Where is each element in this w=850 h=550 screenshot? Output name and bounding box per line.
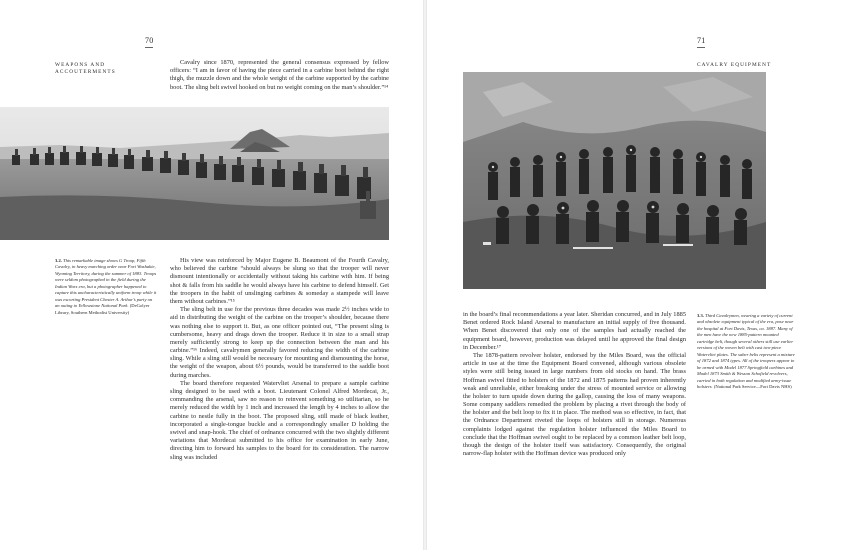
main-text-column [463, 311, 686, 458]
main-text-column [170, 257, 389, 462]
running-head-line1: WEAPONS AND [55, 62, 106, 68]
photo-caption [55, 258, 157, 316]
cavalrymen-group-photo [463, 72, 766, 289]
running-head [55, 62, 116, 76]
folio-rule [145, 47, 153, 48]
page-number: 70 [145, 36, 154, 45]
caption-credit: (National Park Service—Fort Davis NHS) [713, 383, 792, 389]
cavalry-line-photo [0, 107, 389, 240]
paragraph: Cavalry since 1870, represented the general consensus expressed by fellow officers: “I am in favor of having the piece carried in a carbine boot behind the right thigh, the muzzle down and the whole weight of the carbine supported by the carbine boot. The sling belt swivel hooked on but no weight coming on the man’s shoulder.”¹⁴ [170, 59, 389, 91]
running-head-line2: ACCOUTERMENTS [55, 69, 116, 75]
caption-number: 3.2. [55, 258, 62, 263]
photo-caption [697, 313, 795, 390]
paragraph: The board therefore requested Watervliet Arsenal to prepare a sample carbine sling designed to be used with a boot. Lieutenant Colonel Alfred Mordecai, Jr., commanding the arsenal, saw no reason to reinvent something so utilitarian, so he merely reduced the width by 1 inch and increased the length by 4 inches to allow the carbine to nestle fully in the boot. The proposed sling, still made of black leather, incorporated a single-tongue buckle and a correspondingly smaller D holding the swivel and snap-hook. The chief of ordnance concurred with the two slightly different variations that Mordecai submitted to his office for examination in early June, directing him to forward his samples to the board for its consideration. The narrow sling was included [170, 379, 389, 461]
folio-rule [697, 47, 705, 48]
paragraph: His view was reinforced by Major Eugene B. Beaumont of the Fourth Cavalry, who believed the carbine “should always be slung so that the trooper will never dismount intentionally or accidentally without taking his carbine with him. If being shot & falls from his saddle he would always have his carbine to defend himself. Get the troopers in the habit of unslinging carbines & someday a stampede will leave them without carbines.”¹⁵ [170, 257, 389, 305]
caption-credit: (DeGolyer Library, Southern Methodist University) [55, 303, 150, 315]
caption-text: Third Cavalrymen, wearing a variety of current and obsolete equipment typical of the era, pose near the hospital at Fort Davis, Texas, ca. 1887. Many of the men have the new 1885-pattern mounted cartridge belt, though several others still use earlier versions of the woven belt with cast two-piece Watervliet plates. The saber belts represent a mixture of 1872 and 1874 types. All of the troopers appear to be armed with Model 1877 Springfield carbines and Model 1873 Smith & Wesson Schofield revolvers, carried in both regulation and modified army-issue holsters. [697, 313, 795, 389]
running-head: CAVALRY EQUIPMENT [697, 62, 772, 68]
paragraph: in the board’s final recommendations a year later. Sheridan concurred, and in July 1885 Benet ordered Rock Island Arsenal to manufacture an initial supply of five thousand. When Benet discovered that only one of the samples had actually reached the equipment board, however, production was delayed until he approved the final design in December.¹⁷ [463, 311, 686, 351]
top-paragraph [170, 59, 389, 92]
caption-number: 3.3. [697, 313, 704, 318]
page-number: 71 [697, 36, 706, 45]
paragraph: The 1878-pattern revolver holster, endorsed by the Miles Board, was the official article in use at the time the Equipment Board convened, although various obsolete styles were still being issued in large numbers from old stocks on hand. The brass Hoffman swivel fitted to holsters of the 1872 and 1875 patterns had proven inherently weak and unreliable, either breaking under the stress of mounted service or allowing the holster to turn upside down during the gallop, causing the loss of many weapons. Some company saddlers remedied the problem by placing a rivet through the body of the holster and the belt loop to fix it in place. The method was so effective, in fact, that the Ordnance Department riveted the loops of holsters still in storage. Numerous complaints lodged against the regulation holster influenced the Miles Board to conclude that the Hoffman swivel ought to be replaced by a common leather belt loop, though the design of the holster itself was satisfactory. Consequently, the original narrow-flap holster with the Hoffman device was produced only [463, 351, 686, 458]
paragraph: The sling belt in use for the previous three decades was made 2½ inches wide to aid in distributing the weight of the carbine on the trooper’s shoulder, because there was nothing else to support it. But, as one officer pointed out, “The present sling is cumbersome, heavy and drags down the trooper. Reduce it in size to a small strap merely sufficiently strong to keep up the connection between the man and his carbine.”¹⁶ Indeed, cavalrymen generally favored reducing the width of the carbine sling. While a sling still would be necessary for mounting and dismounting the horse, the weight of the weapon, about 6½ pounds, would be transferred to the saddle boot during marches. [170, 306, 389, 379]
caption-text: This remarkable image shows G Troop, Fifth Cavalry, in heavy marching order near Fort Washakie, Wyoming Territory, during the summer of 1883. Troops were seldom photographed in the field during the Indian Wars era, but a photographer happened to capture this uncharacteristically uniform troop while it was escorting President Chester A. Arthur’s party on an outing to Yellowstone National Park. [55, 258, 157, 309]
gutter [423, 0, 427, 550]
